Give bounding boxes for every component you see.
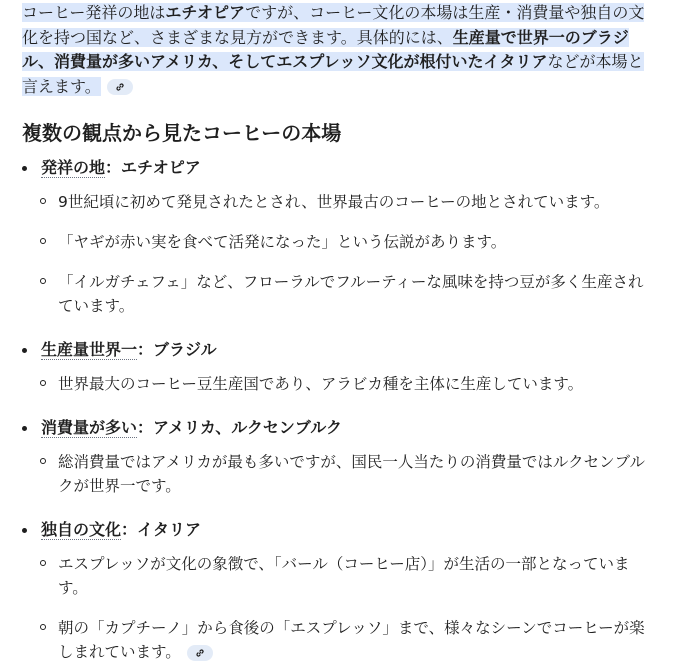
item-title — [41, 157, 201, 179]
sub-text: 朝の「カプチーノ」から食後の「エスプレッソ」まで、様々なシーンでコーヒーが楽しまれています。 — [58, 619, 645, 661]
bullet-dot — [22, 348, 27, 353]
response-content — [22, 0, 652, 661]
bullet-dot — [22, 528, 27, 533]
sub-bullet — [40, 238, 46, 244]
item-value: ：アメリカ、ルクセンブルク — [137, 418, 342, 437]
intro-text-5: などが本場と言えます。 — [22, 52, 644, 96]
bullet-dot — [22, 426, 27, 431]
sub-item — [58, 230, 652, 254]
source-link-chip[interactable] — [187, 645, 213, 661]
item-label-culture[interactable]: 独自の文化 — [41, 520, 122, 539]
intro-text-3: 、 — [38, 52, 55, 71]
sub-bullet — [40, 624, 46, 630]
sub-item — [58, 190, 652, 214]
item-label-consumption[interactable]: 消費量が多い — [41, 418, 138, 437]
item-title — [41, 339, 217, 361]
sub-item — [58, 372, 652, 396]
item-title — [41, 417, 342, 439]
intro-bold-italy: エスプレッソ文化が根付いたイタリア — [276, 52, 548, 71]
bullet-dot — [22, 166, 27, 171]
item-label-production[interactable]: 生産量世界一 — [41, 340, 138, 359]
sub-item — [58, 270, 652, 318]
sub-text: 総消費量ではアメリカが最も多いですが、国民一人当たりの消費量ではルクセンブルクが世界一です。 — [58, 453, 645, 495]
sub-item — [58, 552, 652, 600]
intro-bold-brazil: 生産量で世界一のブラジル — [22, 27, 629, 71]
sub-item — [58, 616, 652, 664]
link-icon — [195, 648, 205, 658]
item-label-origin[interactable]: 発祥の地 — [41, 158, 106, 177]
source-link-chip[interactable] — [107, 79, 133, 95]
intro-text-1: コーヒー発祥の地は — [22, 3, 166, 22]
sub-text: 9世紀頃に初めて発見されたとされ、世界最古のコーヒーの地とされています。 — [58, 193, 610, 211]
item-value: ：ブラジル — [137, 340, 217, 359]
sub-bullet — [40, 560, 46, 566]
sub-text: 「ヤギが赤い実を食べて活発になった」という伝説があります。 — [58, 233, 507, 251]
intro-text-4: 、そして — [212, 52, 277, 71]
sub-item — [58, 450, 652, 498]
item-title — [41, 519, 201, 541]
intro-bold-ethiopia: エチオピア — [165, 3, 246, 22]
sub-text: 「イルガチェフェ」など、フローラルでフルーティーな風味を持つ豆が多く生産されています。 — [58, 273, 644, 315]
intro-text-2: ですが、コーヒー文化の本場は生産・消費量や独自の文化を持つ国など、さまざまな見方ができます。具体的には、 — [22, 3, 645, 47]
sub-bullet — [40, 198, 46, 204]
link-icon — [115, 82, 125, 92]
sub-bullet — [40, 458, 46, 464]
sub-bullet — [40, 278, 46, 284]
sub-text: 世界最大のコーヒー豆生産国であり、アラビカ種を主体に生産しています。 — [58, 375, 584, 393]
intro-paragraph — [22, 0, 652, 99]
section-heading: 複数の観点から見たコーヒーの本場 — [22, 121, 342, 145]
sub-text: エスプレッソが文化の象徴で、「バール（コーヒー店）」が生活の一部となっています。 — [58, 555, 630, 597]
intro-bold-america: 消費量が多いアメリカ — [54, 52, 213, 71]
item-value: ：エチオピア — [105, 158, 201, 177]
item-value: ：イタリア — [121, 520, 202, 539]
sub-bullet — [40, 380, 46, 386]
